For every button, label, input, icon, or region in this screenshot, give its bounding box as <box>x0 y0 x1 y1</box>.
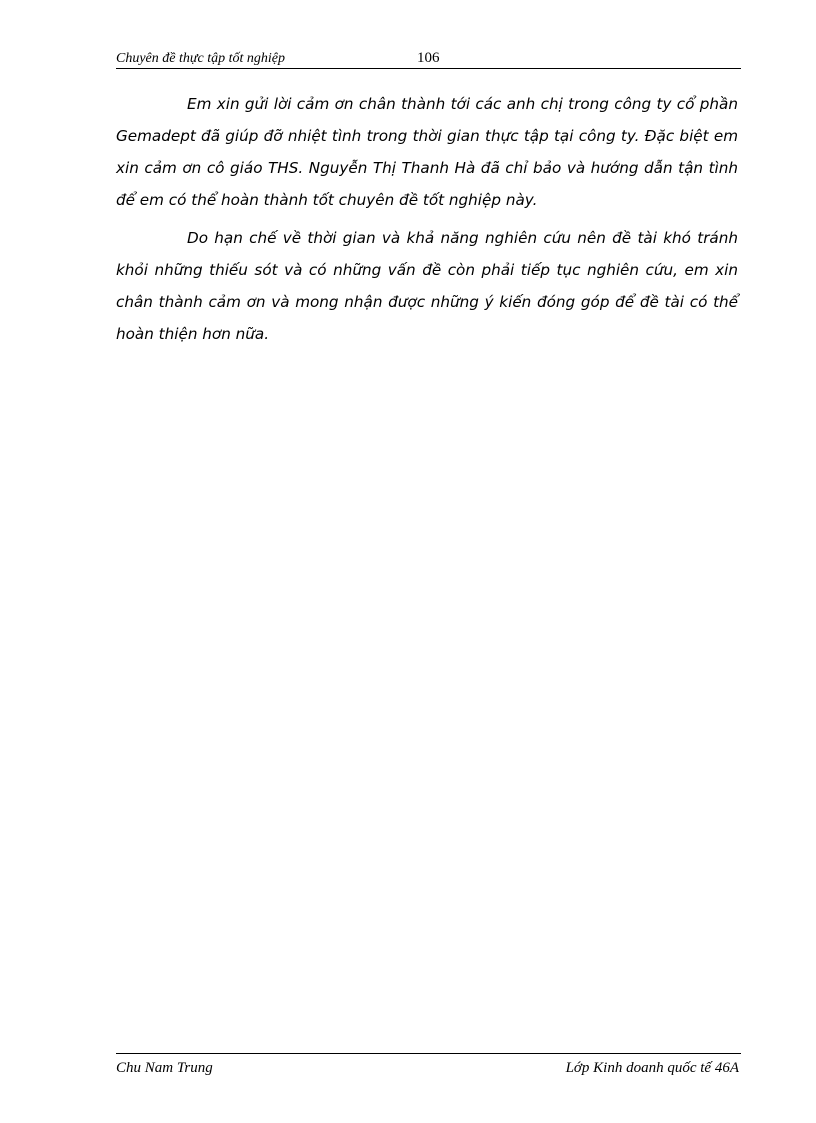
author-name: Chu Nam Trung <box>116 1060 213 1076</box>
page-header <box>116 50 741 69</box>
document-title: Chuyên đề thực tập tốt nghiệp <box>116 51 285 66</box>
acknowledgement-section <box>116 88 738 356</box>
paragraph-thanks: Em xin gửi lời cảm ơn chân thành tới các anh chị trong công ty cổ phần Gemadept đã giúp đỡ nhiệt tình trong thời gian thực tập tại công ty. Đặc biệt em xin cảm ơn cô giáo THS. Nguyễn Thị Thanh Hà đã chỉ bảo và hướng dẫn tận tình để em có thể hoàn thành tốt chuyên đề tốt nghiệp này. <box>116 95 738 209</box>
class-name: Lớp Kinh doanh quốc tế 46A <box>565 1060 739 1076</box>
page-footer <box>116 1053 741 1076</box>
paragraph-limitations: Do hạn chế về thời gian và khả năng nghiên cứu nên đề tài khó tránh khỏi những thiếu sót và có những vấn đề còn phải tiếp tục nghiên cứu, em xin chân thành cảm ơn và mong nhận được những ý kiến đóng góp để đề tài có thể hoàn thiện hơn nữa. <box>116 229 738 343</box>
page-number: 106 <box>417 50 440 66</box>
